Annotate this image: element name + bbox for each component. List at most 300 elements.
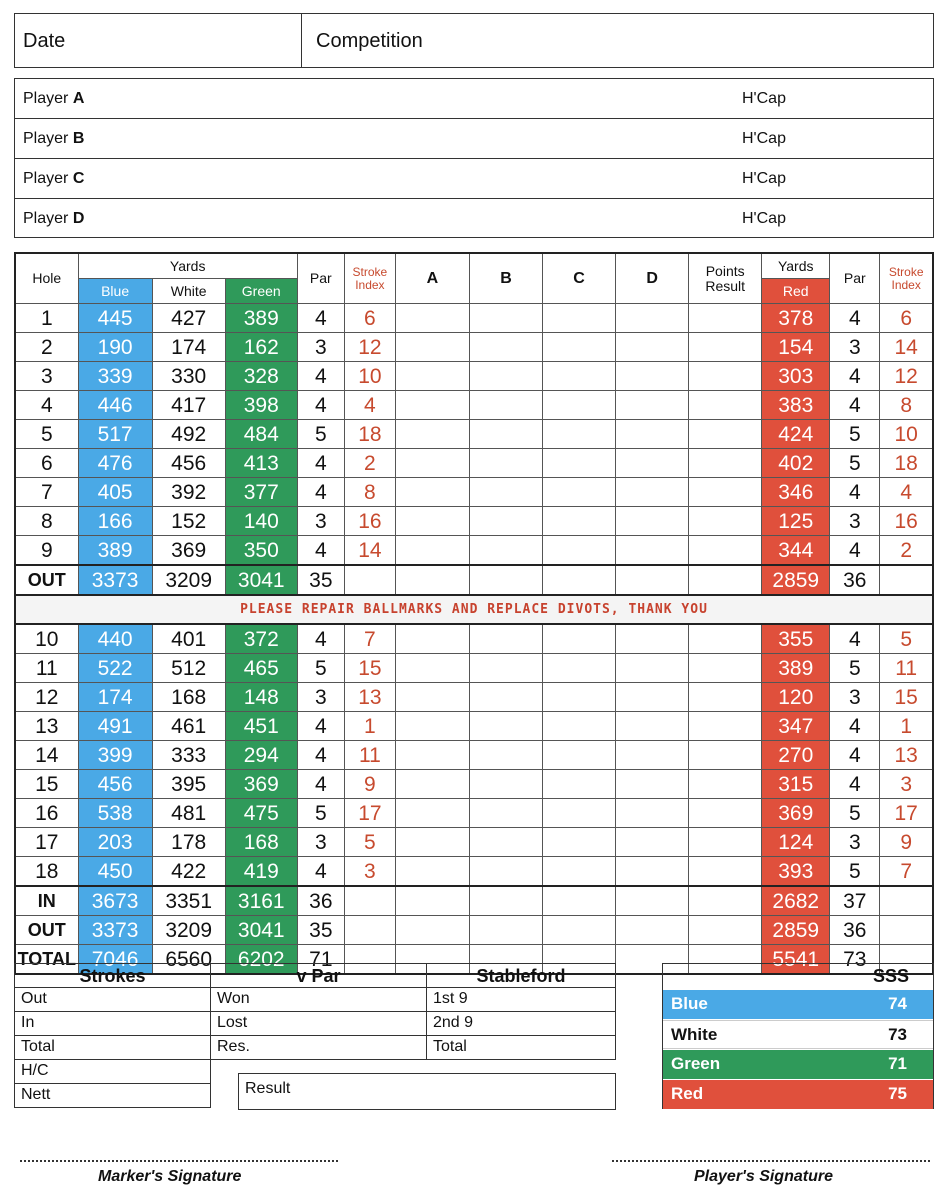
- red-stroke-index-value: 16: [880, 507, 933, 536]
- total-label: OUT: [15, 916, 78, 945]
- score-cell-a[interactable]: [395, 683, 469, 712]
- score-cell-b[interactable]: [469, 391, 542, 420]
- score-cell-b[interactable]: [469, 712, 542, 741]
- blue-yards: 405: [78, 478, 152, 507]
- par-total: 36: [297, 886, 344, 916]
- score-cell-b[interactable]: [469, 362, 542, 391]
- hc-cell[interactable]: [14, 1059, 211, 1084]
- white-total: 3209: [152, 565, 225, 595]
- score-cell-c[interactable]: [543, 507, 616, 536]
- score-cell-c[interactable]: [543, 799, 616, 828]
- sss-value: 71: [888, 1054, 907, 1073]
- score-cell-c[interactable]: [543, 391, 616, 420]
- red-par-value: 5: [830, 449, 880, 478]
- stroke-index-value: 4: [344, 391, 395, 420]
- score-cell-b[interactable]: [469, 799, 542, 828]
- hole-number: 6: [15, 449, 78, 478]
- par-value: 3: [297, 828, 344, 857]
- score-cell-d[interactable]: [616, 654, 689, 683]
- total-label: TOTAL: [15, 945, 78, 975]
- scorecard-table: [14, 252, 934, 975]
- score-cell-b[interactable]: [469, 624, 542, 654]
- points-cell[interactable]: [689, 624, 762, 654]
- player-row-d[interactable]: [15, 199, 933, 239]
- total-row: [15, 565, 933, 595]
- stroke-index-value: 8: [344, 478, 395, 507]
- hole-row: [15, 828, 933, 857]
- blue-yards: 339: [78, 362, 152, 391]
- green-yards: 465: [225, 654, 297, 683]
- red-yards: 383: [762, 391, 830, 420]
- hole-row: [15, 712, 933, 741]
- red-stroke-index-value: 14: [880, 333, 933, 362]
- total-cell-a[interactable]: [395, 565, 469, 595]
- score-cell-c[interactable]: [543, 536, 616, 566]
- blue-yards: 456: [78, 770, 152, 799]
- hole-row: [15, 770, 933, 799]
- points-cell[interactable]: [689, 741, 762, 770]
- hole-row: [15, 333, 933, 362]
- hole-number: 10: [15, 624, 78, 654]
- score-cell-a[interactable]: [395, 799, 469, 828]
- stroke-index-value: 13: [344, 683, 395, 712]
- date-competition-box: [14, 13, 934, 68]
- white-yards: 395: [152, 770, 225, 799]
- white-yards: 427: [152, 304, 225, 333]
- vpar-row-label: Res.: [217, 1038, 250, 1055]
- vpar-cell[interactable]: [210, 987, 427, 1012]
- par-value: 4: [297, 536, 344, 566]
- white-yards: 330: [152, 362, 225, 391]
- white-yards: 401: [152, 624, 225, 654]
- hole-number: 3: [15, 362, 78, 391]
- score-cell-d[interactable]: [616, 362, 689, 391]
- blue-yards: 399: [78, 741, 152, 770]
- red-par-total: 36: [830, 916, 880, 945]
- red-yards: 125: [762, 507, 830, 536]
- red-par-header: Par: [830, 253, 880, 304]
- score-cell-b[interactable]: [469, 449, 542, 478]
- points-cell[interactable]: [689, 770, 762, 799]
- strokes-header: [14, 963, 211, 988]
- vpar-row-label: Won: [217, 990, 250, 1007]
- score-cell-d[interactable]: [616, 333, 689, 362]
- score-cell-b[interactable]: [469, 741, 542, 770]
- par-total: 35: [297, 565, 344, 595]
- score-cell-a[interactable]: [395, 420, 469, 449]
- hole-header: Hole: [15, 253, 78, 304]
- score-cell-a[interactable]: [395, 712, 469, 741]
- score-cell-d[interactable]: [616, 420, 689, 449]
- hole-number: 8: [15, 507, 78, 536]
- green-yards: 413: [225, 449, 297, 478]
- score-cell-d[interactable]: [616, 478, 689, 507]
- score-cell-c[interactable]: [543, 654, 616, 683]
- points-cell[interactable]: [689, 712, 762, 741]
- score-cell-d[interactable]: [616, 304, 689, 333]
- blue-yards: 522: [78, 654, 152, 683]
- score-cell-b[interactable]: [469, 683, 542, 712]
- points-cell[interactable]: [689, 391, 762, 420]
- hole-number: 1: [15, 304, 78, 333]
- points-cell[interactable]: [689, 478, 762, 507]
- empty-cell: [880, 916, 933, 945]
- score-cell-a[interactable]: [395, 828, 469, 857]
- score-cell-c[interactable]: [543, 770, 616, 799]
- red-yards: 393: [762, 857, 830, 887]
- green-yards: 328: [225, 362, 297, 391]
- points-total-cell[interactable]: [689, 886, 762, 916]
- green-yards: 369: [225, 770, 297, 799]
- score-cell-a[interactable]: [395, 741, 469, 770]
- result-label: Result: [245, 1080, 291, 1097]
- score-cell-d[interactable]: [616, 449, 689, 478]
- score-cell-a[interactable]: [395, 391, 469, 420]
- hole-row: [15, 391, 933, 420]
- par-value: 5: [297, 420, 344, 449]
- player-d-header: D: [616, 253, 689, 304]
- score-cell-c[interactable]: [543, 828, 616, 857]
- points-cell[interactable]: [689, 683, 762, 712]
- par-value: 4: [297, 478, 344, 507]
- total-cell-b[interactable]: [469, 565, 542, 595]
- hcap-label: H'Cap: [742, 130, 786, 147]
- blue-yards: 491: [78, 712, 152, 741]
- blue-yards: 450: [78, 857, 152, 887]
- points-cell[interactable]: [689, 420, 762, 449]
- green-yards: 419: [225, 857, 297, 887]
- empty-cell: [344, 886, 395, 916]
- yards-header: Yards: [78, 253, 297, 279]
- total-cell-a[interactable]: [395, 886, 469, 916]
- points-cell[interactable]: [689, 449, 762, 478]
- hole-number: 13: [15, 712, 78, 741]
- red-yards: 402: [762, 449, 830, 478]
- red-yards: 355: [762, 624, 830, 654]
- score-cell-b[interactable]: [469, 828, 542, 857]
- score-cell-c[interactable]: [543, 304, 616, 333]
- points-cell[interactable]: [689, 507, 762, 536]
- stroke-index-value: 11: [344, 741, 395, 770]
- stroke-index-value: 14: [344, 536, 395, 566]
- blue-yards: 174: [78, 683, 152, 712]
- player-a-header: A: [395, 253, 469, 304]
- strokes-cell[interactable]: [14, 987, 211, 1012]
- vpar-header: [210, 963, 427, 988]
- red-par-value: 5: [830, 420, 880, 449]
- score-cell-b[interactable]: [469, 333, 542, 362]
- score-cell-c[interactable]: [543, 362, 616, 391]
- white-yards: 512: [152, 654, 225, 683]
- white-yards: 456: [152, 449, 225, 478]
- points-cell[interactable]: [689, 654, 762, 683]
- stableford-cell[interactable]: [426, 1035, 616, 1060]
- stableford-row-label: Total: [433, 1038, 467, 1055]
- blue-yards: 190: [78, 333, 152, 362]
- hole-row: [15, 654, 933, 683]
- sss-row-white: [663, 1020, 933, 1049]
- total-cell-d[interactable]: [616, 565, 689, 595]
- par-value: 5: [297, 654, 344, 683]
- green-yards: 140: [225, 507, 297, 536]
- competition-field[interactable]: [316, 14, 423, 53]
- empty-cell: [880, 886, 933, 916]
- stroke-index-value: 17: [344, 799, 395, 828]
- score-cell-a[interactable]: [395, 449, 469, 478]
- total-cell-d[interactable]: [616, 916, 689, 945]
- hole-number: 9: [15, 536, 78, 566]
- score-cell-a[interactable]: [395, 654, 469, 683]
- hole-number: 5: [15, 420, 78, 449]
- score-cell-b[interactable]: [469, 420, 542, 449]
- player-label: Player C: [23, 170, 85, 187]
- score-cell-a[interactable]: [395, 333, 469, 362]
- blue-yards: 446: [78, 391, 152, 420]
- red-par-value: 4: [830, 536, 880, 566]
- par-total: 35: [297, 916, 344, 945]
- total-cell-c[interactable]: [543, 886, 616, 916]
- hole-row: [15, 624, 933, 654]
- total-cell-a[interactable]: [395, 916, 469, 945]
- red-stroke-index-value: 5: [880, 624, 933, 654]
- hole-row: [15, 741, 933, 770]
- points-cell[interactable]: [689, 304, 762, 333]
- points-cell[interactable]: [689, 799, 762, 828]
- blue-yards: 389: [78, 536, 152, 566]
- total-cell-b[interactable]: [469, 916, 542, 945]
- score-cell-d[interactable]: [616, 683, 689, 712]
- date-field[interactable]: [15, 14, 302, 67]
- hole-row: [15, 683, 933, 712]
- sss-row-blue: [663, 990, 933, 1019]
- hole-number: 4: [15, 391, 78, 420]
- green-yards: 148: [225, 683, 297, 712]
- white-yards: 178: [152, 828, 225, 857]
- white-tee-header: White: [152, 279, 225, 304]
- red-yards: 378: [762, 304, 830, 333]
- hcap-label: H'Cap: [742, 90, 786, 107]
- result-field[interactable]: [238, 1073, 616, 1110]
- player-row-c[interactable]: [15, 159, 933, 199]
- score-cell-b[interactable]: [469, 478, 542, 507]
- red-yards: 344: [762, 536, 830, 566]
- score-cell-d[interactable]: [616, 741, 689, 770]
- points-cell[interactable]: [689, 333, 762, 362]
- score-cell-c[interactable]: [543, 333, 616, 362]
- stroke-index-value: 12: [344, 333, 395, 362]
- sss-tee-name: Green: [671, 1054, 721, 1073]
- par-value: 3: [297, 683, 344, 712]
- hole-number: 14: [15, 741, 78, 770]
- date-label: Date: [23, 30, 66, 52]
- score-cell-b[interactable]: [469, 857, 542, 887]
- score-cell-c[interactable]: [543, 712, 616, 741]
- score-cell-c[interactable]: [543, 683, 616, 712]
- strokes-cell[interactable]: [14, 1035, 211, 1060]
- blue-yards: 440: [78, 624, 152, 654]
- blue-total: 3373: [78, 916, 152, 945]
- score-cell-b[interactable]: [469, 654, 542, 683]
- points-cell[interactable]: [689, 857, 762, 887]
- score-cell-d[interactable]: [616, 857, 689, 887]
- sss-header: [663, 964, 933, 990]
- red-par-total: 73: [830, 945, 880, 975]
- red-tee-header: Red: [762, 279, 830, 304]
- red-par-value: 3: [830, 828, 880, 857]
- red-yards: 154: [762, 333, 830, 362]
- vpar-row-label: Lost: [217, 1014, 248, 1031]
- sss-value: 75: [888, 1084, 907, 1103]
- hole-row: [15, 362, 933, 391]
- points-total-cell[interactable]: [689, 916, 762, 945]
- total-cell-c[interactable]: [543, 565, 616, 595]
- total-cell-d[interactable]: [616, 886, 689, 916]
- par-value: 4: [297, 449, 344, 478]
- white-yards: 152: [152, 507, 225, 536]
- score-cell-a[interactable]: [395, 507, 469, 536]
- nett-label: Nett: [21, 1086, 51, 1103]
- green-yards: 475: [225, 799, 297, 828]
- score-cell-a[interactable]: [395, 362, 469, 391]
- par-value: 4: [297, 362, 344, 391]
- score-cell-c[interactable]: [543, 449, 616, 478]
- strokes-cell[interactable]: [14, 1011, 211, 1036]
- white-yards: 492: [152, 420, 225, 449]
- player-signature-line[interactable]: [612, 1160, 930, 1162]
- red-par-value: 4: [830, 391, 880, 420]
- red-par-value: 5: [830, 799, 880, 828]
- red-yards-header: Yards: [762, 253, 830, 279]
- red-par-total: 37: [830, 886, 880, 916]
- blue-yards: 166: [78, 507, 152, 536]
- red-total: 5541: [762, 945, 830, 975]
- empty-cell: [880, 565, 933, 595]
- score-cell-a[interactable]: [395, 624, 469, 654]
- score-cell-a[interactable]: [395, 770, 469, 799]
- score-cell-d[interactable]: [616, 828, 689, 857]
- blue-tee-header: Blue: [78, 279, 152, 304]
- green-yards: 398: [225, 391, 297, 420]
- score-cell-d[interactable]: [616, 799, 689, 828]
- hcap-label: H'Cap: [742, 210, 786, 227]
- score-cell-a[interactable]: [395, 857, 469, 887]
- red-stroke-index-value: 1: [880, 712, 933, 741]
- score-cell-b[interactable]: [469, 507, 542, 536]
- vpar-cell[interactable]: [210, 1035, 427, 1060]
- score-cell-a[interactable]: [395, 304, 469, 333]
- points-cell[interactable]: [689, 536, 762, 566]
- score-cell-b[interactable]: [469, 536, 542, 566]
- red-yards: 315: [762, 770, 830, 799]
- white-yards: 174: [152, 333, 225, 362]
- player-row-a[interactable]: [15, 79, 933, 119]
- red-par-value: 4: [830, 712, 880, 741]
- score-cell-b[interactable]: [469, 304, 542, 333]
- par-value: 4: [297, 624, 344, 654]
- nett-cell[interactable]: [14, 1083, 211, 1108]
- par-value: 5: [297, 799, 344, 828]
- score-cell-c[interactable]: [543, 624, 616, 654]
- player-row-b[interactable]: [15, 119, 933, 159]
- sss-row-red: [663, 1080, 933, 1109]
- sss-value: 73: [888, 1025, 907, 1044]
- blue-total: 3673: [78, 886, 152, 916]
- green-yards: 372: [225, 624, 297, 654]
- ballmark-message: PLEASE REPAIR BALLMARKS AND REPLACE DIVOTS, THANK YOU: [15, 595, 933, 624]
- hole-number: 11: [15, 654, 78, 683]
- red-total: 2859: [762, 916, 830, 945]
- hole-number: 15: [15, 770, 78, 799]
- hole-number: 18: [15, 857, 78, 887]
- blue-yards: 538: [78, 799, 152, 828]
- strokes-row-label: In: [21, 1014, 35, 1031]
- score-cell-c[interactable]: [543, 478, 616, 507]
- total-cell-c[interactable]: [543, 916, 616, 945]
- score-cell-d[interactable]: [616, 536, 689, 566]
- red-par-value: 3: [830, 507, 880, 536]
- red-par-value: 5: [830, 857, 880, 887]
- player-b-header: B: [469, 253, 542, 304]
- points-cell[interactable]: [689, 362, 762, 391]
- stableford-cell[interactable]: [426, 987, 616, 1012]
- players-box: [14, 78, 934, 238]
- par-value: 4: [297, 712, 344, 741]
- score-cell-d[interactable]: [616, 770, 689, 799]
- score-cell-c[interactable]: [543, 741, 616, 770]
- red-par-value: 4: [830, 362, 880, 391]
- green-total: 6202: [225, 945, 297, 975]
- white-yards: 392: [152, 478, 225, 507]
- stableford-cell[interactable]: [426, 1011, 616, 1036]
- red-par-value: 4: [830, 478, 880, 507]
- sss-tee-name: Red: [671, 1084, 704, 1103]
- hole-row: [15, 420, 933, 449]
- white-yards: 369: [152, 536, 225, 566]
- vpar-cell[interactable]: [210, 1011, 427, 1036]
- summary-section: [14, 963, 617, 1111]
- par-header: Par: [297, 253, 344, 304]
- score-cell-a[interactable]: [395, 478, 469, 507]
- points-cell[interactable]: [689, 828, 762, 857]
- sss-table: [662, 963, 934, 1109]
- total-row: [15, 916, 933, 945]
- red-yards: 346: [762, 478, 830, 507]
- red-stroke-index-value: 13: [880, 741, 933, 770]
- points-total-cell[interactable]: [689, 565, 762, 595]
- score-cell-d[interactable]: [616, 624, 689, 654]
- red-stroke-index-value: 6: [880, 304, 933, 333]
- stroke-index-value: 9: [344, 770, 395, 799]
- green-yards: 350: [225, 536, 297, 566]
- red-par-value: 5: [830, 654, 880, 683]
- score-cell-b[interactable]: [469, 770, 542, 799]
- stableford-row-label: 2nd 9: [433, 1014, 474, 1031]
- total-cell-b[interactable]: [469, 886, 542, 916]
- green-yards: 168: [225, 828, 297, 857]
- hole-number: 16: [15, 799, 78, 828]
- green-yards: 162: [225, 333, 297, 362]
- score-cell-d[interactable]: [616, 391, 689, 420]
- blue-yards: 517: [78, 420, 152, 449]
- stableford-row-label: 1st 9: [433, 990, 468, 1007]
- score-cell-a[interactable]: [395, 536, 469, 566]
- marker-signature-line[interactable]: [20, 1160, 338, 1162]
- score-cell-c[interactable]: [543, 420, 616, 449]
- score-cell-c[interactable]: [543, 857, 616, 887]
- competition-label: Competition: [316, 30, 423, 52]
- score-cell-d[interactable]: [616, 507, 689, 536]
- score-cell-d[interactable]: [616, 712, 689, 741]
